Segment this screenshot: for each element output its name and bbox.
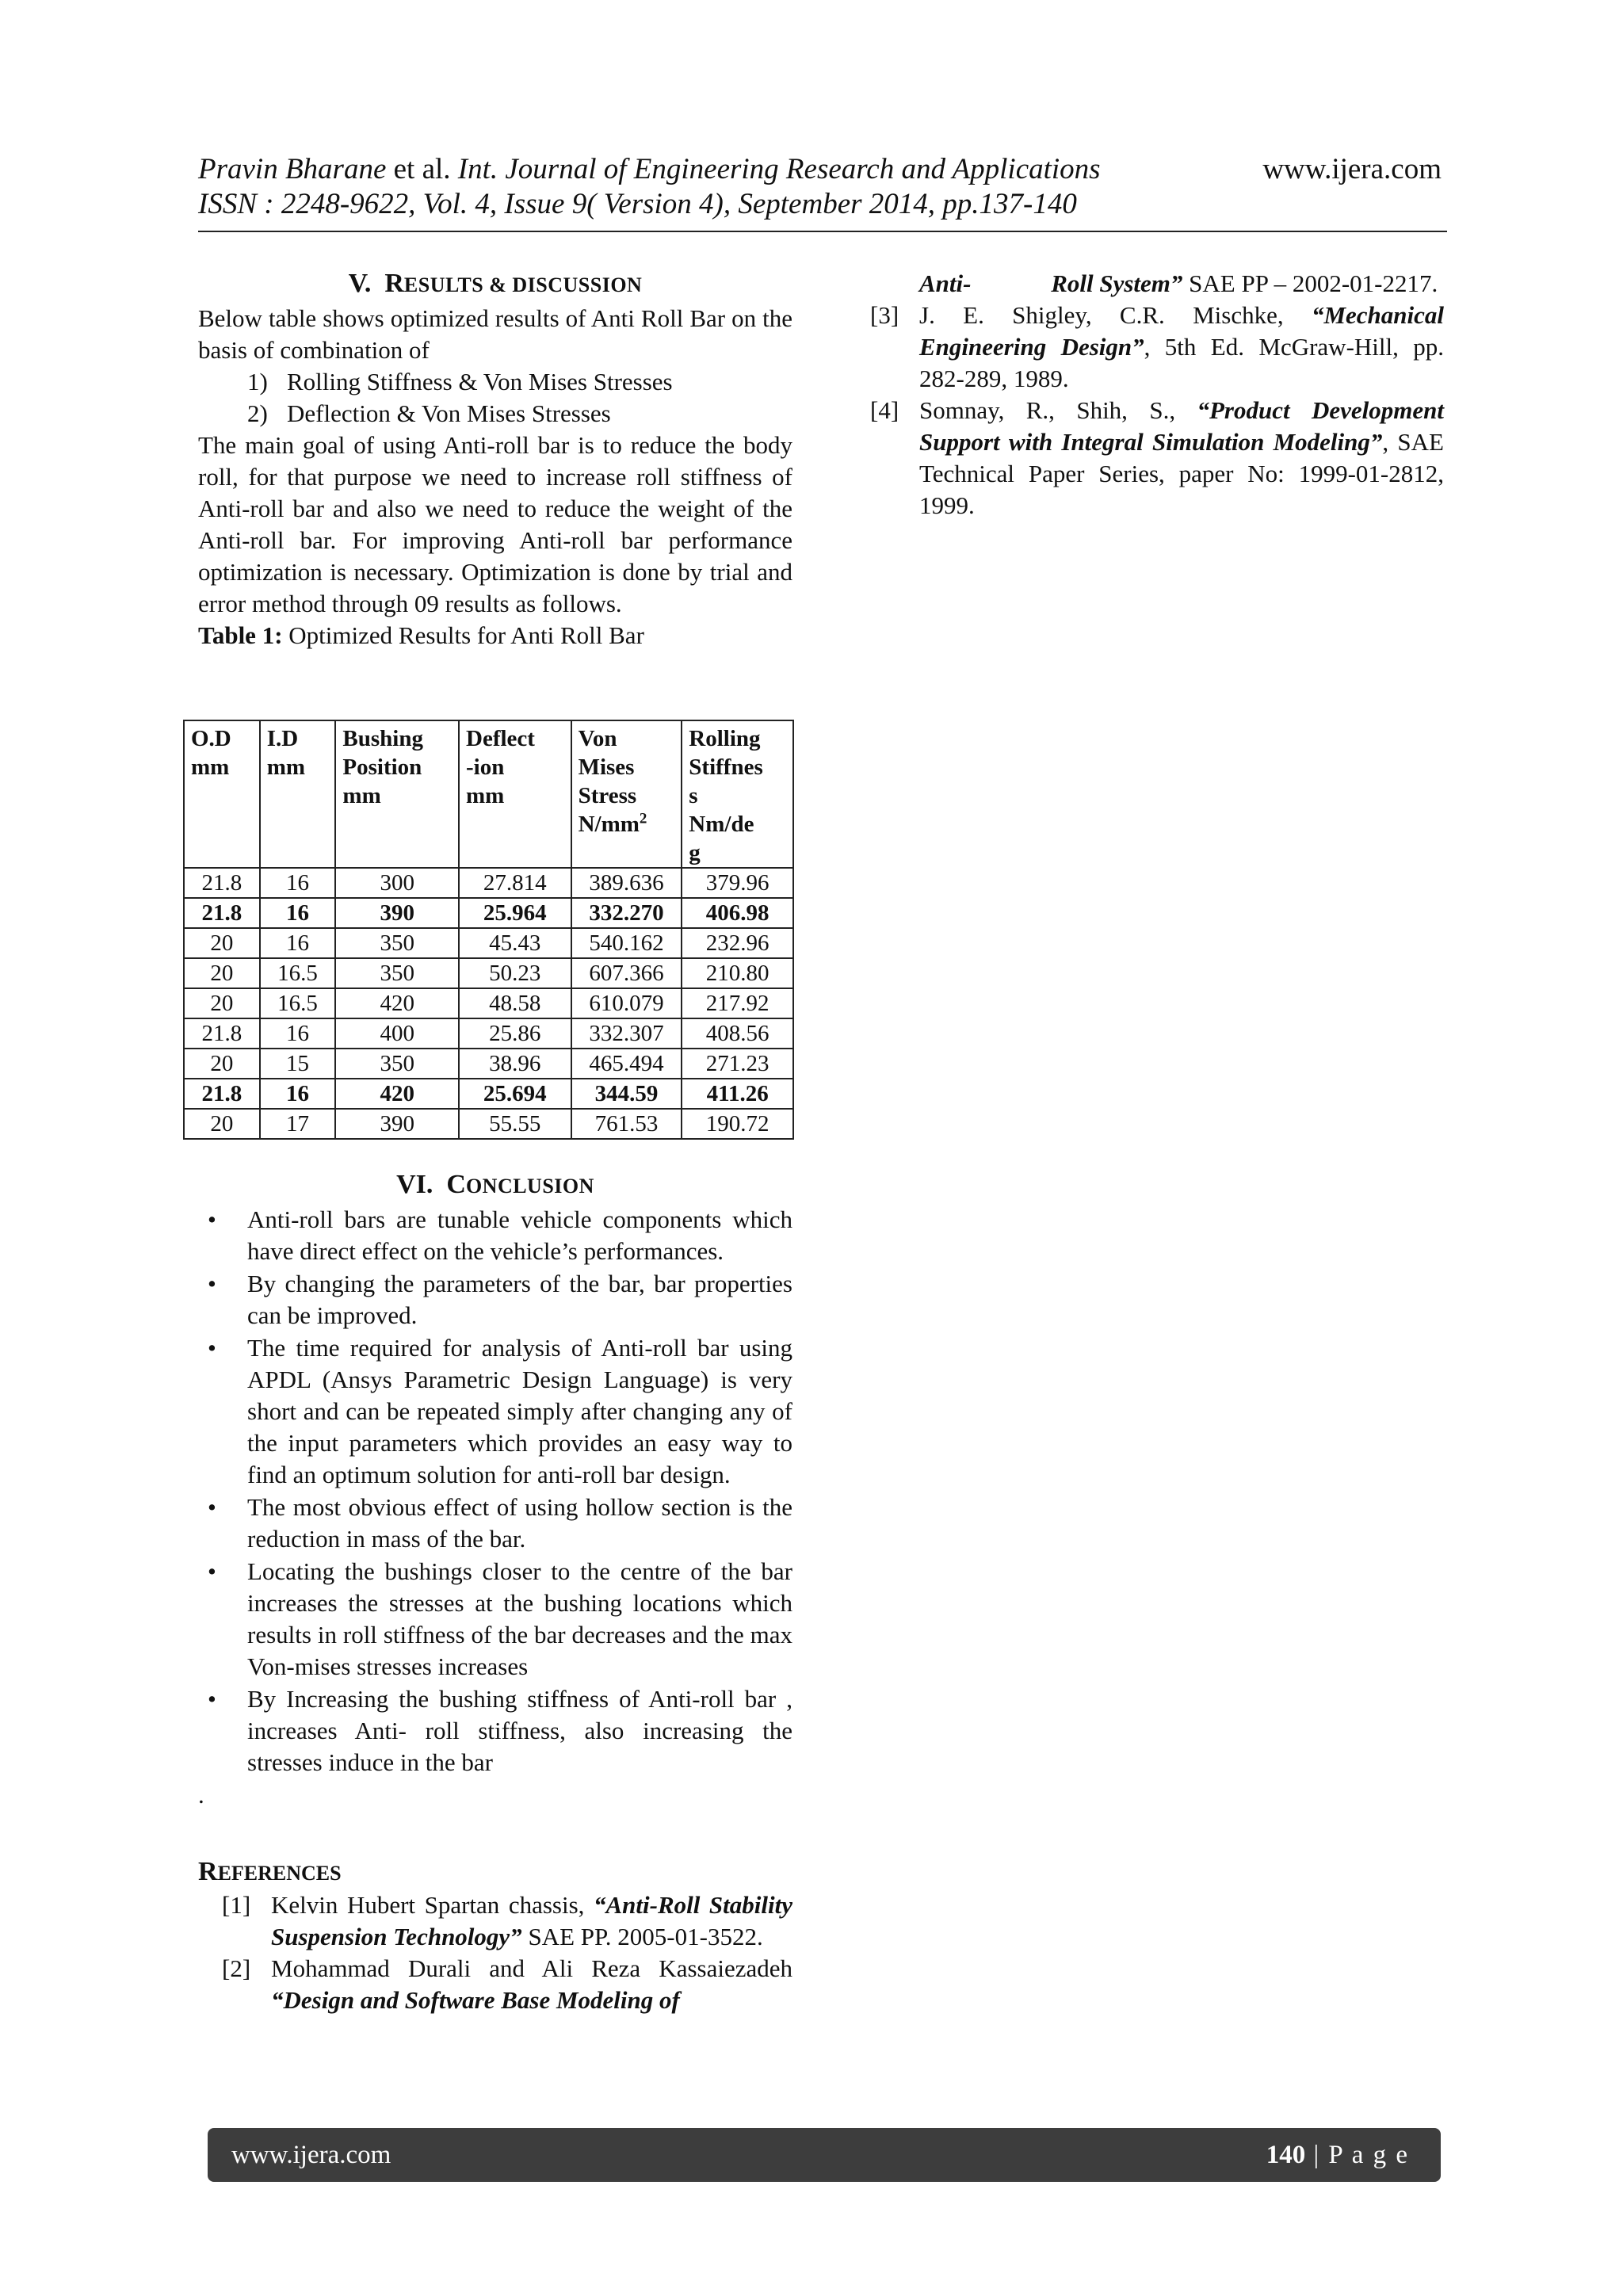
reference-item: [3] J. E. Shigley, C.R. Mischke, “Mechanical Engineering Design”, 5th Ed. McGraw-Hill, pp. 282-289, 1989. [870, 301, 1468, 392]
conclusion-bullets [198, 1204, 792, 1778]
results-number: V. [348, 269, 372, 298]
results-intro: Below table shows optimized results of Anti Roll Bar on the basis of combination of [198, 304, 792, 364]
conclusion-title-first: C [446, 1170, 466, 1199]
bullet-icon: • [208, 1685, 216, 1713]
table-cell: 25.694 [459, 1079, 571, 1109]
reference-item: [1] Kelvin Hubert Spartan chassis, “Anti-Roll Stability Suspension Technology” SAE PP. 2005-01-3522. [222, 1891, 792, 1950]
table-cell: 16 [260, 868, 336, 898]
bullet-icon: • [208, 1205, 216, 1233]
table-row [184, 928, 793, 958]
results-title-first: R [384, 269, 404, 298]
table-header-cell: I.D mm [260, 720, 336, 868]
table-cell: 25.964 [459, 898, 571, 928]
table-cell: 21.8 [184, 898, 260, 928]
table-cell: 344.59 [571, 1079, 682, 1109]
reference-item: [2] Mohammad Durali and Ali Reza Kassaiezadeh “Design and Software Base Modeling of [222, 1954, 792, 2014]
references-list-left [198, 1889, 792, 2016]
table-caption [198, 620, 792, 651]
page-number: 140 [1266, 2141, 1306, 2169]
table-row [184, 1018, 793, 1049]
table-header-cell: Rolling Stiffnes s Nm/de g [682, 720, 793, 868]
table-cell: 20 [184, 958, 260, 988]
table-cell: 16.5 [260, 958, 336, 988]
table-cell: 21.8 [184, 868, 260, 898]
table-cell: 217.92 [682, 988, 793, 1018]
table-cell: 411.26 [682, 1079, 793, 1109]
table-cell: 389.636 [571, 868, 682, 898]
conclusion-section [198, 1169, 792, 1811]
list-item-number: 2) [247, 399, 268, 427]
page-label: P a g e [1328, 2141, 1409, 2169]
table-cell: 332.270 [571, 898, 682, 928]
table-cell: 390 [335, 1109, 459, 1139]
table-row [184, 988, 793, 1018]
list-item: • The time required for analysis of Anti-roll bar using APDL (Ansys Parametric Design Language) is very short and can be repeated simply after changing any of the input parameters which provides an easy way to find an optimum solution for anti-roll bar design. [208, 1334, 792, 1488]
table-row [184, 868, 793, 898]
table-cell: 190.72 [682, 1109, 793, 1139]
bullet-icon: • [208, 1493, 216, 1521]
table-cell: 540.162 [571, 928, 682, 958]
table-cell: 48.58 [459, 988, 571, 1018]
table-cell: 20 [184, 928, 260, 958]
table-caption-label: Table 1: [198, 621, 283, 649]
references-right-column [870, 268, 1468, 521]
table-cell: 210.80 [682, 958, 793, 988]
page-header [198, 152, 1444, 222]
results-heading [198, 268, 792, 301]
table-cell: 379.96 [682, 868, 793, 898]
list-item: • Anti-roll bars are tunable vehicle components which have direct effect on the vehicle’s performances. [208, 1205, 792, 1265]
table-cell: 16 [260, 928, 336, 958]
reference-item: [4] Somnay, R., Shih, S., “Product Development Support with Integral Simulation Modeling”, SAE Technical Paper Series, paper No: 1999-01-2812, 1999. [870, 396, 1445, 519]
results-section [198, 268, 792, 651]
table-cell: 408.56 [682, 1018, 793, 1049]
list-item-text: Deflection & Von Mises Stresses [287, 399, 611, 427]
table-cell: 16 [260, 898, 336, 928]
table-cell: 16 [260, 1018, 336, 1049]
table-cell: 50.23 [459, 958, 571, 988]
table-header-cell: Deflect -ion mm [459, 720, 571, 868]
table-cell: 55.55 [459, 1109, 571, 1139]
reference-continuation: Anti- Roll System” SAE PP – 2002-01-2217. [919, 269, 1438, 297]
table-cell: 420 [335, 1079, 459, 1109]
table-cell: 45.43 [459, 928, 571, 958]
list-item-number: 1) [247, 368, 268, 395]
table-cell: 400 [335, 1018, 459, 1049]
table-row [184, 1079, 793, 1109]
table-cell: 300 [335, 868, 459, 898]
results-title-rest: ESULTS & DISCUSSION [403, 273, 643, 296]
list-item: • By Increasing the bushing stiffness of Anti-roll bar , increases Anti- roll stiffness, also increasing the stresses induce in the bar [208, 1685, 792, 1776]
bullet-icon: • [208, 1334, 216, 1362]
table-cell: 20 [184, 1049, 260, 1079]
table-cell: 16 [260, 1079, 336, 1109]
header-etal: et al. [386, 153, 458, 185]
table-cell: 607.366 [571, 958, 682, 988]
table-header-cell: O.D mm [184, 720, 260, 868]
references-section [198, 1856, 792, 2016]
table-caption-text: Optimized Results for Anti Roll Bar [282, 621, 644, 649]
list-item: • Locating the bushings closer to the centre of the bar increases the stresses at the bushing locations which results in roll stiffness of the bar decreases and the max Von-mises stresses increases [208, 1557, 792, 1680]
header-rule [198, 231, 1447, 232]
table-cell: 610.079 [571, 988, 682, 1018]
conclusion-title-rest: ONCLUSION [465, 1175, 594, 1198]
footer-website: www.ijera.com [231, 2141, 391, 2169]
table-cell: 350 [335, 928, 459, 958]
bullet-icon: • [208, 1270, 216, 1297]
table-cell: 420 [335, 988, 459, 1018]
table-cell: 332.307 [571, 1018, 682, 1049]
table-cell: 350 [335, 958, 459, 988]
table-header-row [184, 720, 793, 868]
table-header-cell: Von Mises Stress $N/mm^2$ [571, 720, 682, 868]
table-cell: 21.8 [184, 1018, 260, 1049]
conclusion-number: VI. [396, 1170, 433, 1199]
table-cell: 271.23 [682, 1049, 793, 1079]
table-cell: 465.494 [571, 1049, 682, 1079]
references-list-right [870, 268, 1468, 521]
table-cell: 761.53 [571, 1109, 682, 1139]
table-cell: 390 [335, 898, 459, 928]
list-item [247, 366, 792, 398]
header-authors: Pravin Bharane [198, 153, 387, 185]
header-issn: ISSN : 2248-9622, Vol. 4, Issue 9( Version 4), September 2014, pp.137-140 [198, 188, 1077, 220]
results-list [198, 366, 792, 430]
results-table [183, 720, 794, 1140]
table-body [184, 868, 793, 1139]
table-cell: 38.96 [459, 1049, 571, 1079]
table-cell: 20 [184, 1109, 260, 1139]
header-journal: Int. Journal of Engineering Research and Applications [457, 153, 1101, 185]
table-cell: 15 [260, 1049, 336, 1079]
table-cell: 27.814 [459, 868, 571, 898]
table-cell: 406.98 [682, 898, 793, 928]
list-item: • The most obvious effect of using hollow section is the reduction in mass of the bar. [208, 1493, 792, 1553]
table-cell: 16.5 [260, 988, 336, 1018]
results-paragraph: The main goal of using Anti-roll bar is to reduce the body roll, for that purpose we need to increase roll stiffness of Anti-roll bar and also we need to reduce the weight of the Anti-roll bar. For improving Anti-roll bar performance optimization is necessary. Optimization is done by trial and error method through 09 results as follows. [198, 431, 792, 617]
table-row [184, 898, 793, 928]
conclusion-heading [198, 1169, 792, 1202]
table-cell: 232.96 [682, 928, 793, 958]
table-row [184, 1109, 793, 1139]
bullet-icon: • [208, 1557, 216, 1585]
table-row [184, 958, 793, 988]
trailing-dot: . [198, 1781, 204, 1809]
table-cell: 350 [335, 1049, 459, 1079]
table-cell: 25.86 [459, 1018, 571, 1049]
list-item-text: Rolling Stiffness & Von Mises Stresses [287, 368, 673, 395]
table-header-cell: Bushing Position mm [335, 720, 459, 868]
footer-page: 140 | P a g e [1266, 2141, 1409, 2169]
list-item: • By changing the parameters of the bar, bar properties can be improved. [208, 1270, 792, 1329]
table-cell: 20 [184, 988, 260, 1018]
header-website: www.ijera.com [1262, 153, 1442, 185]
table-row [184, 1049, 793, 1079]
references-heading: REFERENCES [198, 1857, 342, 1886]
header-line-1 [198, 152, 1444, 187]
page-footer [208, 2128, 1441, 2182]
table-cell: 21.8 [184, 1079, 260, 1109]
table-cell: 17 [260, 1109, 336, 1139]
list-item [247, 398, 792, 430]
